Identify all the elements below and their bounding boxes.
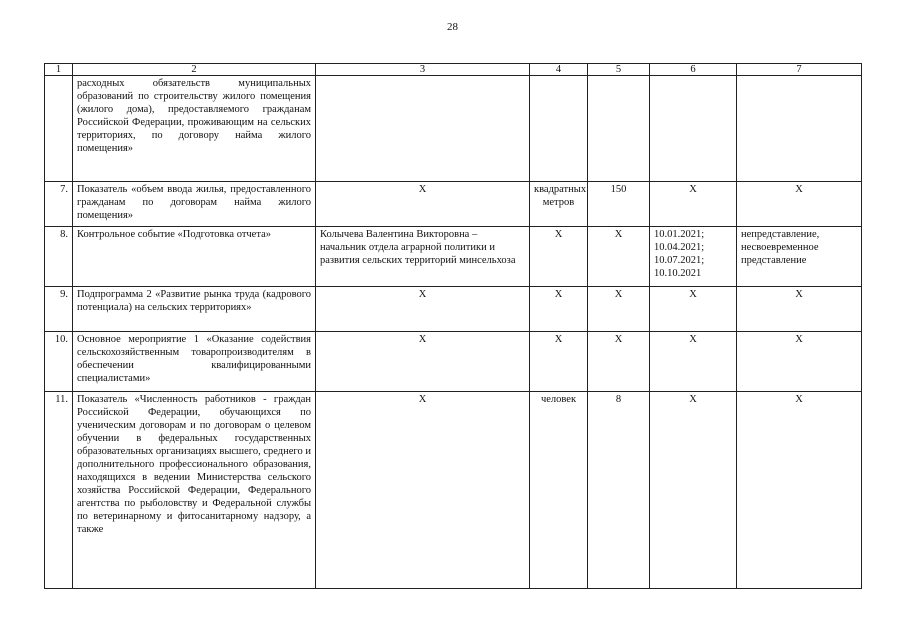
column-header: 7 — [737, 64, 862, 76]
row-description: Показатель «Численность работников - граждан Российской Федерации, обучающихся по ученическим договорам и по договорам о целевом обучении в федеральных государственных образовательных организациях высшего, среднего и дополнительного профессионального образования, находящихся в ведении Министерства сельского хозяйства Российской Федерации, Федерального агентства по рыболовству и Федеральной службы по ветеринарному и фитосанитарному надзору, а также — [73, 392, 316, 589]
table-row — [45, 76, 862, 182]
table-header-row — [45, 64, 862, 76]
row-description: Показатель «объем ввода жилья, предоставленного гражданам по договорам найма жилого помещения» — [73, 182, 316, 227]
row-number: 9. — [45, 287, 73, 332]
row-number: 10. — [45, 332, 73, 392]
row-dates: X — [650, 182, 737, 227]
column-header: 3 — [316, 64, 530, 76]
row-dates: X — [650, 287, 737, 332]
row-responsible: X — [316, 332, 530, 392]
page-number: 28 — [447, 21, 458, 33]
row-value: X — [588, 332, 650, 392]
row-value: 8 — [588, 392, 650, 589]
column-header: 1 — [45, 64, 73, 76]
table-row — [45, 332, 862, 392]
table-row — [45, 392, 862, 589]
column-header: 4 — [530, 64, 588, 76]
table-row — [45, 287, 862, 332]
row-dates — [650, 76, 737, 182]
row-risks — [737, 76, 862, 182]
row-unit: X — [530, 227, 588, 287]
row-responsible: X — [316, 182, 530, 227]
table-row — [45, 227, 862, 287]
row-risks: X — [737, 392, 862, 589]
row-dates: X — [650, 392, 737, 589]
row-description: Контрольное событие «Подготовка отчета» — [73, 227, 316, 287]
row-value: X — [588, 227, 650, 287]
row-value: X — [588, 287, 650, 332]
column-header: 6 — [650, 64, 737, 76]
row-number: 8. — [45, 227, 73, 287]
column-header: 5 — [588, 64, 650, 76]
row-value — [588, 76, 650, 182]
row-description: расходных обязательств муниципальных образований по строительству жилого помещения (жилого дома), предоставляемого гражданам Российской Федерации, проживающим на сельских территориях, по договору найма жилого помещения» — [73, 76, 316, 182]
row-number: 11. — [45, 392, 73, 589]
row-risks: X — [737, 287, 862, 332]
row-responsible — [316, 76, 530, 182]
row-unit: человек — [530, 392, 588, 589]
row-number — [45, 76, 73, 182]
row-description: Основное мероприятие 1 «Оказание содействия сельскохозяйственным товаропроизводителям в обеспечении квалифицированными специалистами» — [73, 332, 316, 392]
row-risks: X — [737, 332, 862, 392]
row-risks: X — [737, 182, 862, 227]
table-row — [45, 182, 862, 227]
row-value: 150 — [588, 182, 650, 227]
row-dates: X — [650, 332, 737, 392]
row-dates: 10.01.2021; 10.04.2021; 10.07.2021; 10.10.2021 — [650, 227, 737, 287]
row-description: Подпрограмма 2 «Развитие рынка труда (кадрового потенциала) на сельских территориях» — [73, 287, 316, 332]
report-table — [44, 63, 862, 589]
row-risks: непредставление, несвоевременное представление — [737, 227, 862, 287]
row-unit: X — [530, 332, 588, 392]
row-unit — [530, 76, 588, 182]
column-header: 2 — [73, 64, 316, 76]
row-unit: квадратных метров — [530, 182, 588, 227]
row-responsible: Колычева Валентина Викторовна – начальник отдела аграрной политики и развития сельских территорий минсельхоза — [316, 227, 530, 287]
row-responsible: X — [316, 392, 530, 589]
row-unit: X — [530, 287, 588, 332]
row-responsible: X — [316, 287, 530, 332]
row-number: 7. — [45, 182, 73, 227]
